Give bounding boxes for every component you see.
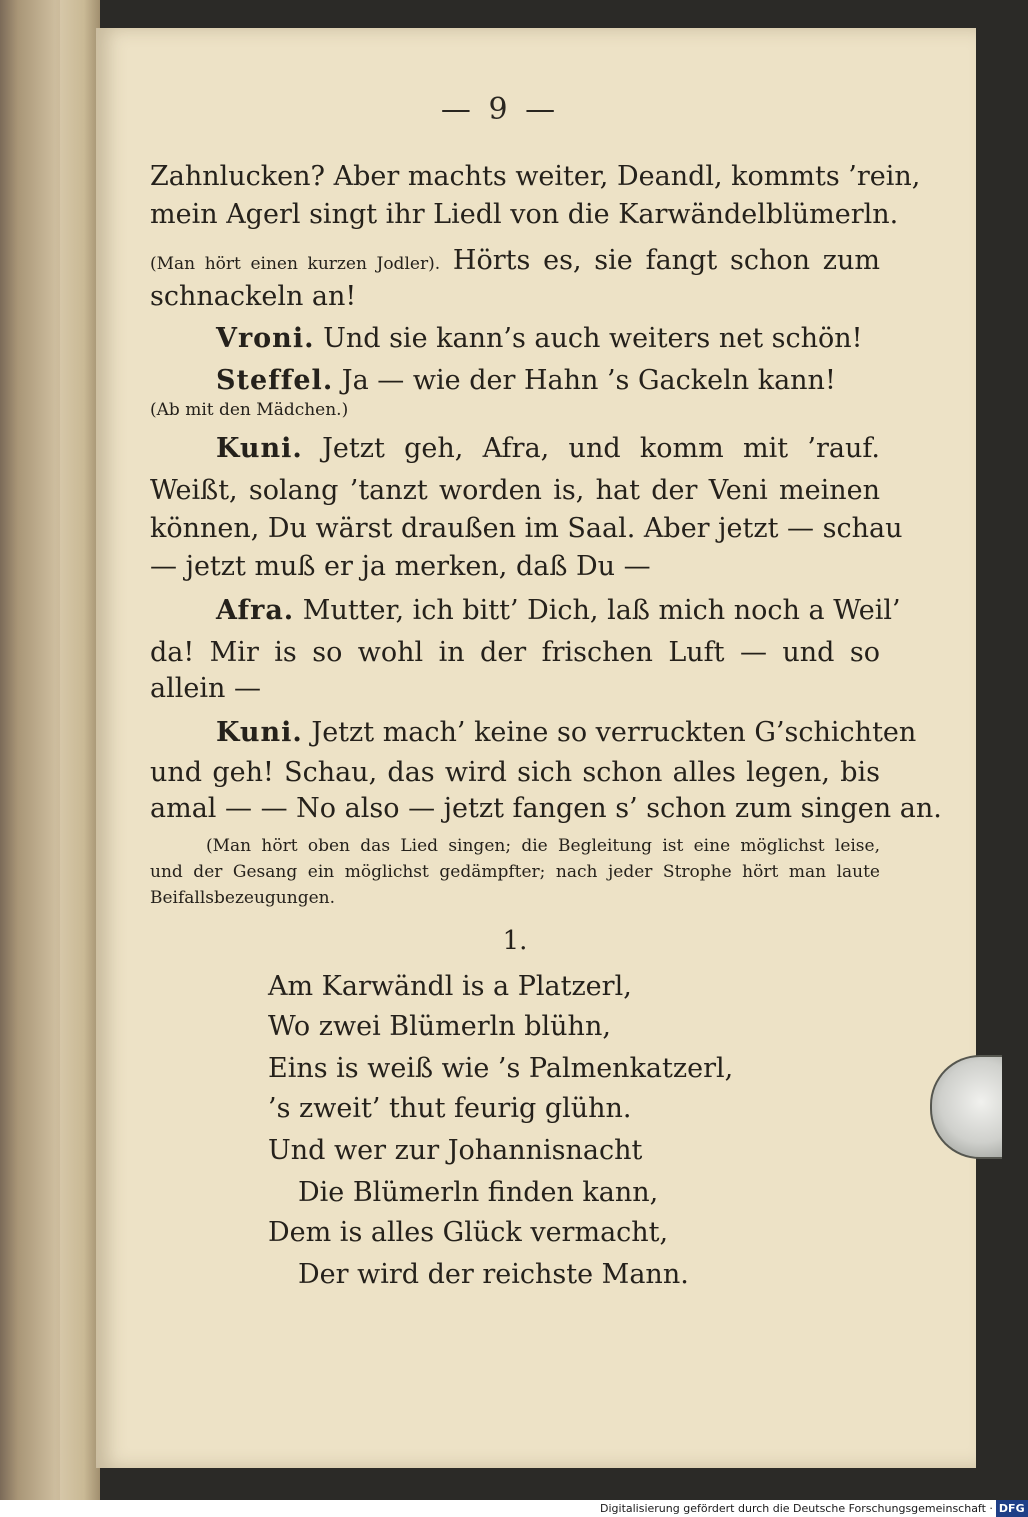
text-line: — jetzt muß er ja merken, daß Du — (150, 551, 651, 582)
verse-line: Dem is alles Glück vermacht, (268, 1217, 669, 1248)
dialogue-line (150, 594, 901, 628)
speaker-name: Kuni. (216, 717, 303, 748)
speaker-name: Steffel. (216, 365, 334, 396)
dfg-logo: DFG (996, 1500, 1028, 1517)
text-line (150, 244, 880, 281)
verse-line: Der wird der reichste Mann. (298, 1259, 689, 1290)
text-fragment: Hörts es, sie fangt schon zum (440, 245, 880, 276)
stage-direction: und der Gesang ein möglichst gedämpfter; nach jeder Strophe hört man laute (150, 862, 880, 882)
verse-line: ’s zweit’ thut feurig glühn. (268, 1093, 632, 1124)
footer-bar (0, 1500, 600, 1517)
dialogue-line (150, 432, 880, 466)
text-line: Weißt, solang ’tanzt worden is, hat der Veni meinen (150, 475, 880, 506)
left-page-edge (60, 0, 100, 1500)
verse-line: Und wer zur Johannisnacht (268, 1135, 643, 1166)
stage-direction-inline: (Man hört einen kurzen Jodler). (150, 254, 441, 274)
stage-direction: Beifallsbezeugungen. (150, 888, 335, 908)
dialogue-line (150, 322, 880, 356)
text-line: können, Du wärst draußen im Saal. Aber jetzt — schau (150, 513, 903, 544)
verse-line: Eins is weiß wie ’s Palmenkatzerl, (268, 1053, 734, 1084)
verse-line: Die Blümerln finden kann, (298, 1177, 659, 1208)
dialogue-line (150, 716, 917, 750)
dialogue-text: Jetzt geh, Afra, und komm mit ’rauf. (302, 433, 880, 464)
footer-credit (600, 1500, 1025, 1517)
dialogue-text: Mutter, ich bitt’ Dich, laß mich noch a Weil’ (294, 595, 901, 626)
text-line: da! Mir is so wohl in der frischen Luft — und so (150, 637, 880, 668)
stage-direction: (Ab mit den Mädchen.) (150, 400, 349, 420)
speaker-name: Kuni. (216, 433, 303, 464)
footer-text: Digitalisierung gefördert durch die Deutsche Forschungsgemeinschaft · (600, 1502, 993, 1515)
text-line: mein Agerl singt ihr Liedl von die Karwändelblümerln. (150, 199, 899, 230)
text-line: schnackeln an! (150, 281, 357, 312)
page-number: — 9 — (440, 92, 560, 127)
text-line: Zahnlucken? Aber machts weiter, Deandl, kommts ’rein, (150, 161, 921, 192)
text-line: und geh! Schau, das wird sich schon alles legen, bis (150, 757, 880, 788)
dialogue-text: Ja — wie der Hahn ’s Gackeln kann! (333, 365, 836, 396)
stage-direction: (Man hört oben das Lied singen; die Begleitung ist eine möglichst leise, (206, 836, 880, 856)
verse-number: 1. (502, 926, 528, 956)
dialogue-line (150, 364, 880, 398)
speaker-name: Afra. (216, 595, 295, 626)
verse-line: Am Karwändl is a Platzerl, (268, 971, 632, 1002)
text-line: amal — — No also — jetzt fangen s’ schon zum singen an. (150, 793, 942, 824)
text-line: allein — (150, 673, 261, 704)
dialogue-text: Jetzt mach’ keine so verruckten G’schichten (302, 717, 917, 748)
verse-line: Wo zwei Blümerln blühn, (268, 1011, 611, 1042)
speaker-name: Vroni. (216, 323, 315, 354)
dialogue-text: Und sie kann’s auch weiters net schön! (314, 323, 863, 354)
